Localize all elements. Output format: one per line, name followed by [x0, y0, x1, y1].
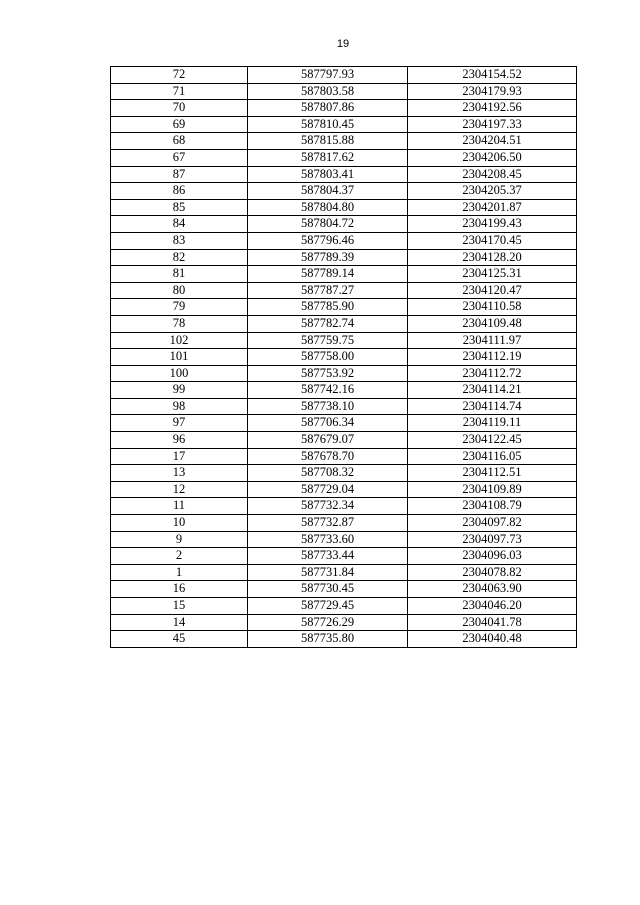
y-coordinate-cell: 2304046.20 — [408, 598, 577, 615]
point-number-cell: 84 — [111, 216, 248, 233]
table-row — [111, 598, 577, 615]
x-coordinate-cell: 587679.07 — [248, 432, 408, 449]
table-row — [111, 100, 577, 117]
x-coordinate-cell: 587810.45 — [248, 116, 408, 133]
y-coordinate-cell: 2304119.11 — [408, 415, 577, 432]
point-number-cell: 85 — [111, 199, 248, 216]
y-coordinate-cell: 2304120.47 — [408, 282, 577, 299]
point-number-cell: 70 — [111, 100, 248, 117]
y-coordinate-cell: 2304112.19 — [408, 349, 577, 366]
y-coordinate-cell: 2304108.79 — [408, 498, 577, 515]
x-coordinate-cell: 587732.34 — [248, 498, 408, 515]
table-row — [111, 183, 577, 200]
x-coordinate-cell: 587796.46 — [248, 232, 408, 249]
point-number-cell: 12 — [111, 481, 248, 498]
point-number-cell: 81 — [111, 266, 248, 283]
x-coordinate-cell: 587787.27 — [248, 282, 408, 299]
point-number-cell: 15 — [111, 598, 248, 615]
table-row — [111, 349, 577, 366]
point-number-cell: 97 — [111, 415, 248, 432]
x-coordinate-cell: 587733.44 — [248, 548, 408, 565]
x-coordinate-cell: 587733.60 — [248, 531, 408, 548]
coordinates-table-body — [111, 67, 577, 648]
point-number-cell: 87 — [111, 166, 248, 183]
table-row — [111, 67, 577, 84]
table-row — [111, 166, 577, 183]
x-coordinate-cell: 587706.34 — [248, 415, 408, 432]
point-number-cell: 79 — [111, 299, 248, 316]
x-coordinate-cell: 587759.75 — [248, 332, 408, 349]
y-coordinate-cell: 2304110.58 — [408, 299, 577, 316]
point-number-cell: 101 — [111, 349, 248, 366]
x-coordinate-cell: 587726.29 — [248, 614, 408, 631]
y-coordinate-cell: 2304205.37 — [408, 183, 577, 200]
y-coordinate-cell: 2304208.45 — [408, 166, 577, 183]
point-number-cell: 17 — [111, 448, 248, 465]
y-coordinate-cell: 2304097.82 — [408, 515, 577, 532]
table-row — [111, 548, 577, 565]
point-number-cell: 83 — [111, 232, 248, 249]
table-row — [111, 149, 577, 166]
x-coordinate-cell: 587753.92 — [248, 365, 408, 382]
table-row — [111, 465, 577, 482]
x-coordinate-cell: 587817.62 — [248, 149, 408, 166]
x-coordinate-cell: 587807.86 — [248, 100, 408, 117]
y-coordinate-cell: 2304114.74 — [408, 398, 577, 415]
point-number-cell: 68 — [111, 133, 248, 150]
y-coordinate-cell: 2304154.52 — [408, 67, 577, 84]
table-row — [111, 614, 577, 631]
y-coordinate-cell: 2304114.21 — [408, 382, 577, 399]
x-coordinate-cell: 587732.87 — [248, 515, 408, 532]
x-coordinate-cell: 587797.93 — [248, 67, 408, 84]
table-row — [111, 232, 577, 249]
y-coordinate-cell: 2304170.45 — [408, 232, 577, 249]
point-number-cell: 67 — [111, 149, 248, 166]
point-number-cell: 99 — [111, 382, 248, 399]
y-coordinate-cell: 2304179.93 — [408, 83, 577, 100]
point-number-cell: 98 — [111, 398, 248, 415]
y-coordinate-cell: 2304125.31 — [408, 266, 577, 283]
point-number-cell: 10 — [111, 515, 248, 532]
table-row — [111, 282, 577, 299]
x-coordinate-cell: 587729.04 — [248, 481, 408, 498]
x-coordinate-cell: 587804.72 — [248, 216, 408, 233]
table-row — [111, 249, 577, 266]
table-row — [111, 382, 577, 399]
point-number-cell: 1 — [111, 564, 248, 581]
point-number-cell: 13 — [111, 465, 248, 482]
y-coordinate-cell: 2304041.78 — [408, 614, 577, 631]
table-row — [111, 116, 577, 133]
y-coordinate-cell: 2304097.73 — [408, 531, 577, 548]
y-coordinate-cell: 2304040.48 — [408, 631, 577, 648]
x-coordinate-cell: 587708.32 — [248, 465, 408, 482]
y-coordinate-cell: 2304201.87 — [408, 199, 577, 216]
table-row — [111, 564, 577, 581]
point-number-cell: 16 — [111, 581, 248, 598]
x-coordinate-cell: 587678.70 — [248, 448, 408, 465]
x-coordinate-cell: 587758.00 — [248, 349, 408, 366]
point-number-cell: 78 — [111, 315, 248, 332]
table-row — [111, 631, 577, 648]
y-coordinate-cell: 2304112.72 — [408, 365, 577, 382]
table-row — [111, 199, 577, 216]
x-coordinate-cell: 587789.14 — [248, 266, 408, 283]
point-number-cell: 100 — [111, 365, 248, 382]
y-coordinate-cell: 2304122.45 — [408, 432, 577, 449]
table-row — [111, 531, 577, 548]
table-row — [111, 216, 577, 233]
point-number-cell: 96 — [111, 432, 248, 449]
table-row — [111, 498, 577, 515]
y-coordinate-cell: 2304109.89 — [408, 481, 577, 498]
point-number-cell: 2 — [111, 548, 248, 565]
x-coordinate-cell: 587731.84 — [248, 564, 408, 581]
point-number-cell: 102 — [111, 332, 248, 349]
y-coordinate-cell: 2304109.48 — [408, 315, 577, 332]
table-row — [111, 581, 577, 598]
x-coordinate-cell: 587789.39 — [248, 249, 408, 266]
x-coordinate-cell: 587804.80 — [248, 199, 408, 216]
table-row — [111, 299, 577, 316]
y-coordinate-cell: 2304128.20 — [408, 249, 577, 266]
y-coordinate-cell: 2304112.51 — [408, 465, 577, 482]
y-coordinate-cell: 2304096.03 — [408, 548, 577, 565]
x-coordinate-cell: 587815.88 — [248, 133, 408, 150]
x-coordinate-cell: 587803.41 — [248, 166, 408, 183]
x-coordinate-cell: 587729.45 — [248, 598, 408, 615]
page-number: 19 — [336, 38, 350, 50]
table-row — [111, 515, 577, 532]
coordinates-table — [110, 66, 577, 648]
point-number-cell: 86 — [111, 183, 248, 200]
x-coordinate-cell: 587785.90 — [248, 299, 408, 316]
table-row — [111, 415, 577, 432]
y-coordinate-cell: 2304199.43 — [408, 216, 577, 233]
point-number-cell: 11 — [111, 498, 248, 515]
y-coordinate-cell: 2304063.90 — [408, 581, 577, 598]
point-number-cell: 80 — [111, 282, 248, 299]
point-number-cell: 9 — [111, 531, 248, 548]
y-coordinate-cell: 2304078.82 — [408, 564, 577, 581]
table-row — [111, 133, 577, 150]
point-number-cell: 69 — [111, 116, 248, 133]
y-coordinate-cell: 2304192.56 — [408, 100, 577, 117]
x-coordinate-cell: 587803.58 — [248, 83, 408, 100]
x-coordinate-cell: 587735.80 — [248, 631, 408, 648]
y-coordinate-cell: 2304206.50 — [408, 149, 577, 166]
table-row — [111, 83, 577, 100]
point-number-cell: 71 — [111, 83, 248, 100]
table-row — [111, 332, 577, 349]
y-coordinate-cell: 2304111.97 — [408, 332, 577, 349]
x-coordinate-cell: 587804.37 — [248, 183, 408, 200]
point-number-cell: 82 — [111, 249, 248, 266]
point-number-cell: 45 — [111, 631, 248, 648]
x-coordinate-cell: 587782.74 — [248, 315, 408, 332]
point-number-cell: 14 — [111, 614, 248, 631]
x-coordinate-cell: 587742.16 — [248, 382, 408, 399]
point-number-cell: 72 — [111, 67, 248, 84]
table-row — [111, 266, 577, 283]
x-coordinate-cell: 587730.45 — [248, 581, 408, 598]
y-coordinate-cell: 2304204.51 — [408, 133, 577, 150]
table-row — [111, 365, 577, 382]
x-coordinate-cell: 587738.10 — [248, 398, 408, 415]
table-row — [111, 432, 577, 449]
y-coordinate-cell: 2304116.05 — [408, 448, 577, 465]
y-coordinate-cell: 2304197.33 — [408, 116, 577, 133]
table-row — [111, 481, 577, 498]
table-row — [111, 398, 577, 415]
table-row — [111, 448, 577, 465]
table-row — [111, 315, 577, 332]
